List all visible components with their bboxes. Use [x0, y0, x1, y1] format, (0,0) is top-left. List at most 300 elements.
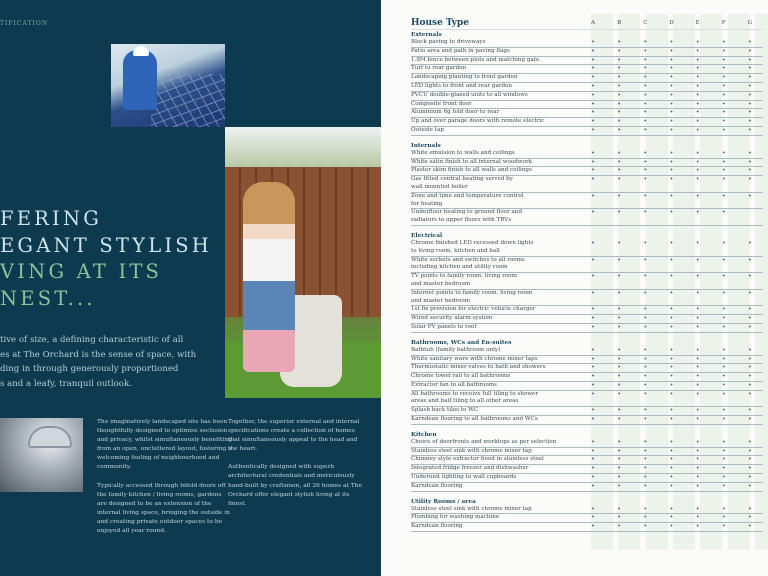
feature-label: Up and over garage doors with remote electric: [411, 118, 545, 125]
included-mark: •: [643, 100, 648, 108]
included-mark: •: [695, 315, 700, 323]
included-mark: •: [721, 390, 726, 398]
included-mark: •: [721, 465, 726, 473]
table-row: [411, 290, 763, 307]
included-mark: •: [748, 100, 752, 108]
included-mark: •: [643, 416, 648, 424]
included-mark: •: [617, 149, 621, 157]
headline-line-2: EGANT STYLISH: [0, 234, 213, 257]
included-mark: •: [695, 100, 700, 108]
included-mark: •: [695, 149, 700, 157]
included-mark: •: [643, 256, 648, 264]
included-mark: •: [748, 456, 752, 464]
included-mark: •: [617, 474, 621, 482]
feature-label: 1st fix provision for electric vehicle charger: [411, 306, 536, 313]
included-mark: •: [721, 416, 726, 424]
included-mark: •: [748, 315, 752, 323]
included-mark: •: [669, 323, 674, 331]
section-label: TIFICATION: [0, 20, 49, 27]
included-mark: •: [669, 315, 674, 323]
included-mark: •: [591, 373, 595, 381]
table-row: [411, 257, 763, 274]
included-mark: •: [721, 474, 726, 482]
included-mark: •: [669, 273, 674, 281]
included-mark: •: [721, 91, 726, 99]
specification-page: [381, 0, 768, 576]
included-mark: •: [669, 47, 674, 55]
included-mark: •: [669, 381, 674, 389]
included-mark: •: [721, 100, 726, 108]
feature-label: Karndean flooring: [411, 482, 463, 489]
included-mark: •: [748, 158, 752, 166]
included-mark: •: [695, 239, 700, 247]
included-mark: •: [617, 514, 621, 522]
paragraph: The imaginatively landscaped site has been thoughtfully designed to optimise seclusion and privacy, whilst simultaneously benefiting from an open, uncluttered layout, fostering a welcoming feeling of neighbourhood and community.: [97, 419, 232, 471]
included-mark: •: [721, 256, 726, 264]
headline-line-3: VING AT ITS: [0, 260, 163, 283]
included-mark: •: [669, 289, 674, 297]
left-page: [0, 0, 381, 576]
included-mark: •: [643, 474, 648, 482]
included-mark: •: [643, 364, 648, 372]
included-mark: •: [591, 381, 595, 389]
feature-label: Internet points to family room, living room and master bedroom: [411, 289, 533, 304]
included-mark: •: [591, 167, 595, 175]
table-row: [411, 407, 763, 416]
included-mark: •: [643, 505, 648, 513]
table-row: [411, 101, 763, 110]
included-mark: •: [669, 74, 674, 82]
included-mark: •: [669, 56, 674, 64]
included-mark: •: [643, 390, 648, 398]
included-mark: •: [669, 482, 674, 490]
included-mark: •: [695, 176, 700, 184]
intro-line: tive of size, a defining characteristic of all: [0, 335, 184, 345]
included-mark: •: [721, 523, 726, 531]
feature-label: Stainless steel sink with chrome mixer tap: [411, 447, 532, 454]
included-mark: •: [617, 167, 621, 175]
table-row: [411, 373, 763, 382]
table-row: [411, 209, 763, 226]
table-row: [411, 92, 763, 101]
included-mark: •: [748, 118, 752, 126]
included-mark: •: [591, 82, 595, 90]
included-mark: •: [617, 289, 621, 297]
included-mark: •: [617, 482, 621, 490]
included-mark: •: [748, 256, 752, 264]
table-row: [411, 65, 763, 74]
included-mark: •: [643, 346, 648, 354]
included-mark: •: [591, 100, 595, 108]
section-heading: Externals: [411, 32, 442, 38]
table-row: [411, 118, 763, 127]
included-mark: •: [721, 364, 726, 372]
included-mark: •: [643, 209, 648, 217]
included-mark: •: [721, 373, 726, 381]
table-row: [411, 306, 763, 315]
table-row: [411, 356, 763, 365]
included-mark: •: [695, 407, 700, 415]
included-mark: •: [617, 315, 621, 323]
included-mark: •: [617, 239, 621, 247]
included-mark: •: [643, 407, 648, 415]
included-mark: •: [643, 176, 648, 184]
included-mark: •: [721, 273, 726, 281]
table-row: [411, 382, 763, 391]
section-heading: Electrical: [411, 232, 443, 239]
table-row: [411, 347, 763, 356]
included-mark: •: [669, 447, 674, 455]
included-mark: •: [721, 239, 726, 247]
included-mark: •: [669, 465, 674, 473]
included-mark: •: [591, 465, 595, 473]
included-mark: •: [695, 381, 700, 389]
included-mark: •: [643, 65, 648, 73]
included-mark: •: [643, 465, 648, 473]
table-row: [411, 39, 763, 48]
included-mark: •: [617, 47, 621, 55]
included-mark: •: [617, 39, 621, 46]
table-row: [411, 150, 763, 159]
included-mark: •: [748, 355, 752, 363]
included-mark: •: [643, 315, 648, 323]
included-mark: •: [748, 465, 752, 473]
feature-label: Thermostatic mixer valves to bath and showers: [411, 364, 546, 371]
feature-label: Chrome finished LED recessed down lights to living room, kitchen and hall: [411, 239, 534, 254]
included-mark: •: [617, 306, 621, 314]
feature-label: White emulsion to walls and ceilings: [411, 149, 515, 156]
included-mark: •: [695, 74, 700, 82]
included-mark: •: [695, 323, 700, 331]
included-mark: •: [695, 438, 700, 446]
feature-label: Integrated fridge freezer and dishwasher: [411, 465, 529, 472]
section-heading: Internals: [411, 142, 441, 149]
included-mark: •: [617, 56, 621, 64]
included-mark: •: [669, 364, 674, 372]
included-mark: •: [748, 74, 752, 82]
included-mark: •: [748, 482, 752, 490]
included-mark: •: [748, 323, 752, 331]
table-row: [411, 506, 763, 515]
included-mark: •: [695, 390, 700, 398]
included-mark: •: [591, 355, 595, 363]
included-mark: •: [617, 381, 621, 389]
included-mark: •: [695, 273, 700, 281]
included-mark: •: [591, 126, 595, 134]
table-row: [411, 83, 763, 92]
column-header-e: E: [695, 19, 700, 26]
included-mark: •: [617, 82, 621, 90]
table-row: [411, 167, 763, 176]
included-mark: •: [617, 109, 621, 117]
included-mark: •: [669, 209, 674, 217]
included-mark: •: [643, 126, 648, 134]
included-mark: •: [721, 514, 726, 522]
included-mark: •: [721, 56, 726, 64]
table-row: [411, 240, 763, 257]
feature-label: Karndean flooring to all bathrooms and WCs: [411, 416, 538, 423]
included-mark: •: [721, 192, 726, 200]
included-mark: •: [669, 355, 674, 363]
feature-label: All bathrooms to receive full tiling to shower areas and half tiling to all other areas: [411, 390, 538, 405]
included-mark: •: [591, 109, 595, 117]
included-mark: •: [721, 355, 726, 363]
column-header-f: F: [721, 19, 726, 26]
included-mark: •: [643, 355, 648, 363]
headline-line-1: FERING: [0, 207, 102, 230]
included-mark: •: [695, 523, 700, 531]
included-mark: •: [643, 273, 648, 281]
included-mark: •: [695, 364, 700, 372]
included-mark: •: [748, 447, 752, 455]
included-mark: •: [643, 523, 648, 531]
feature-label: LED lights to front and rear garden: [411, 82, 513, 89]
included-mark: •: [695, 82, 700, 90]
included-mark: •: [591, 118, 595, 126]
included-mark: •: [617, 126, 621, 134]
included-mark: •: [748, 346, 752, 354]
table-row: [411, 456, 763, 465]
included-mark: •: [721, 456, 726, 464]
included-mark: •: [643, 149, 648, 157]
included-mark: •: [748, 167, 752, 175]
included-mark: •: [617, 416, 621, 424]
included-mark: •: [591, 56, 595, 64]
included-mark: •: [669, 514, 674, 522]
included-mark: •: [721, 126, 726, 134]
feature-label: Gas fitted central heating served by wall mounted boiler: [411, 176, 513, 190]
included-mark: •: [643, 289, 648, 297]
included-mark: •: [721, 407, 726, 415]
table-header: [411, 16, 763, 30]
included-mark: •: [591, 514, 595, 522]
included-mark: •: [721, 315, 726, 323]
included-mark: •: [695, 482, 700, 490]
included-mark: •: [748, 523, 752, 531]
section-heading: Bathrooms, WCs and En-suites: [411, 339, 512, 346]
included-mark: •: [643, 373, 648, 381]
included-mark: •: [591, 239, 595, 247]
included-mark: •: [669, 505, 674, 513]
column-header-a: A: [591, 19, 596, 26]
included-mark: •: [669, 158, 674, 166]
included-mark: •: [748, 239, 752, 247]
included-mark: •: [721, 158, 726, 166]
table-row: [411, 391, 763, 408]
included-mark: •: [748, 56, 752, 64]
included-mark: •: [643, 323, 648, 331]
included-mark: •: [617, 465, 621, 473]
included-mark: •: [617, 505, 621, 513]
included-mark: •: [721, 176, 726, 184]
included-mark: •: [721, 306, 726, 314]
included-mark: •: [695, 91, 700, 99]
included-mark: •: [617, 100, 621, 108]
feature-label: Aluminium 6g fold door to rear: [411, 109, 500, 116]
table-row: [411, 74, 763, 83]
feature-label: PVCU double-glazed units to all windows: [411, 91, 528, 98]
feature-label: Extractor fan to all bathrooms: [411, 381, 497, 388]
table-row: [411, 483, 763, 492]
included-mark: •: [748, 364, 752, 372]
included-mark: •: [643, 158, 648, 166]
included-mark: •: [591, 273, 595, 281]
included-mark: •: [617, 273, 621, 281]
included-mark: •: [669, 438, 674, 446]
included-mark: •: [617, 438, 621, 446]
included-mark: •: [748, 273, 752, 281]
table-row: [411, 48, 763, 57]
included-mark: •: [591, 149, 595, 157]
included-mark: •: [617, 364, 621, 372]
included-mark: •: [669, 373, 674, 381]
included-mark: •: [643, 306, 648, 314]
included-mark: •: [669, 65, 674, 73]
included-mark: •: [669, 118, 674, 126]
included-mark: •: [617, 390, 621, 398]
included-mark: •: [591, 456, 595, 464]
included-mark: •: [643, 118, 648, 126]
included-mark: [737, 209, 763, 225]
included-mark: •: [669, 256, 674, 264]
included-mark: •: [669, 100, 674, 108]
paragraph: Typically accessed through bifold doors off the family kitchen / living rooms, gardens are designed to be an extension of the internal living space, bringing the outside in and creating private outdoor spaces to be enjoyed all year round.: [97, 482, 230, 535]
included-mark: •: [617, 209, 621, 217]
feature-label: 1.8M fence between plots and matching gate: [411, 56, 540, 63]
included-mark: •: [695, 289, 700, 297]
column-header-g: G: [747, 19, 753, 26]
included-mark: •: [695, 167, 700, 175]
feature-label: Chimney style extractor hood in stainless steel: [411, 456, 544, 463]
feature-label: Karndean flooring: [411, 523, 463, 530]
feature-label: Patio area and path in paving flags: [411, 47, 510, 54]
included-mark: •: [669, 346, 674, 354]
included-mark: •: [669, 176, 674, 184]
included-mark: •: [721, 167, 726, 175]
included-mark: •: [721, 323, 726, 331]
feature-label: Bathtub (family bathroom only): [411, 346, 501, 353]
included-mark: •: [748, 176, 752, 184]
feature-label: Plaster skim finish to all walls and ceilings: [411, 167, 532, 174]
table-row: [411, 109, 763, 118]
included-mark: •: [669, 523, 674, 531]
included-mark: •: [669, 149, 674, 157]
included-mark: •: [591, 192, 595, 200]
included-mark: •: [617, 355, 621, 363]
included-mark: •: [643, 438, 648, 446]
included-mark: •: [591, 482, 595, 490]
included-mark: •: [748, 65, 752, 73]
included-mark: •: [669, 306, 674, 314]
table-row: [411, 474, 763, 483]
included-mark: •: [748, 47, 752, 55]
included-mark: •: [669, 456, 674, 464]
included-mark: •: [591, 65, 595, 73]
included-mark: •: [748, 91, 752, 99]
included-mark: •: [695, 56, 700, 64]
included-mark: •: [695, 465, 700, 473]
included-mark: •: [695, 505, 700, 513]
included-mark: •: [721, 149, 726, 157]
table-row: [411, 273, 763, 290]
table-row: [411, 127, 763, 136]
intro-paragraph: [0, 333, 215, 391]
feature-label: Wired security alarm system: [411, 315, 493, 322]
intro-line: ding in through generously proportioned: [0, 364, 179, 374]
section-heading: Utility Rooms / area: [411, 498, 476, 505]
included-mark: •: [643, 91, 648, 99]
feature-label: Stainless steel sink with chrome mixer tap: [411, 505, 532, 512]
included-mark: •: [643, 381, 648, 389]
feature-label: Plumbing for washing machine: [411, 514, 500, 521]
included-mark: •: [748, 109, 752, 117]
included-mark: •: [748, 514, 752, 522]
included-mark: •: [591, 390, 595, 398]
included-mark: •: [695, 416, 700, 424]
included-mark: •: [721, 118, 726, 126]
included-mark: •: [591, 474, 595, 482]
included-mark: •: [617, 256, 621, 264]
included-mark: •: [695, 209, 700, 217]
feature-label: Chrome towel rail to all bathrooms: [411, 373, 511, 380]
included-mark: •: [591, 315, 595, 323]
included-mark: •: [643, 456, 648, 464]
included-mark: •: [695, 306, 700, 314]
included-mark: •: [591, 289, 595, 297]
included-mark: •: [591, 74, 595, 82]
included-mark: •: [721, 82, 726, 90]
feature-label: White sockets and switches to all rooms including kitchen and utility room: [411, 256, 525, 271]
included-mark: •: [695, 373, 700, 381]
included-mark: •: [748, 82, 752, 90]
table-row: [411, 364, 763, 373]
included-mark: •: [669, 39, 674, 46]
table-row: [411, 57, 763, 66]
included-mark: •: [721, 381, 726, 389]
included-mark: •: [617, 447, 621, 455]
included-mark: •: [591, 256, 595, 264]
feature-label: Underfloor heating to ground floor and radiators to upper floors with TRVs: [411, 209, 523, 224]
included-mark: •: [695, 346, 700, 354]
included-mark: •: [643, 47, 648, 55]
included-mark: •: [617, 74, 621, 82]
included-mark: •: [591, 438, 595, 446]
included-mark: •: [748, 438, 752, 446]
included-mark: •: [617, 192, 621, 200]
feature-label: Zone and time and temperature control for heating: [411, 192, 524, 207]
included-mark: •: [669, 126, 674, 134]
included-mark: •: [591, 523, 595, 531]
included-mark: •: [695, 118, 700, 126]
included-mark: •: [617, 176, 621, 184]
included-mark: •: [721, 346, 726, 354]
included-mark: •: [695, 39, 700, 46]
table-row: [411, 523, 763, 532]
included-mark: •: [695, 355, 700, 363]
feature-label: Turf to rear garden: [411, 65, 467, 72]
included-mark: •: [617, 407, 621, 415]
table-row: [411, 159, 763, 168]
included-mark: •: [643, 82, 648, 90]
feature-label: Composite front door: [411, 100, 472, 107]
included-mark: •: [669, 91, 674, 99]
included-mark: •: [643, 167, 648, 175]
feature-label: Solar PV panels to roof: [411, 323, 477, 330]
included-mark: •: [591, 47, 595, 55]
table-row: [411, 514, 763, 523]
included-mark: •: [695, 126, 700, 134]
included-mark: •: [748, 505, 752, 513]
